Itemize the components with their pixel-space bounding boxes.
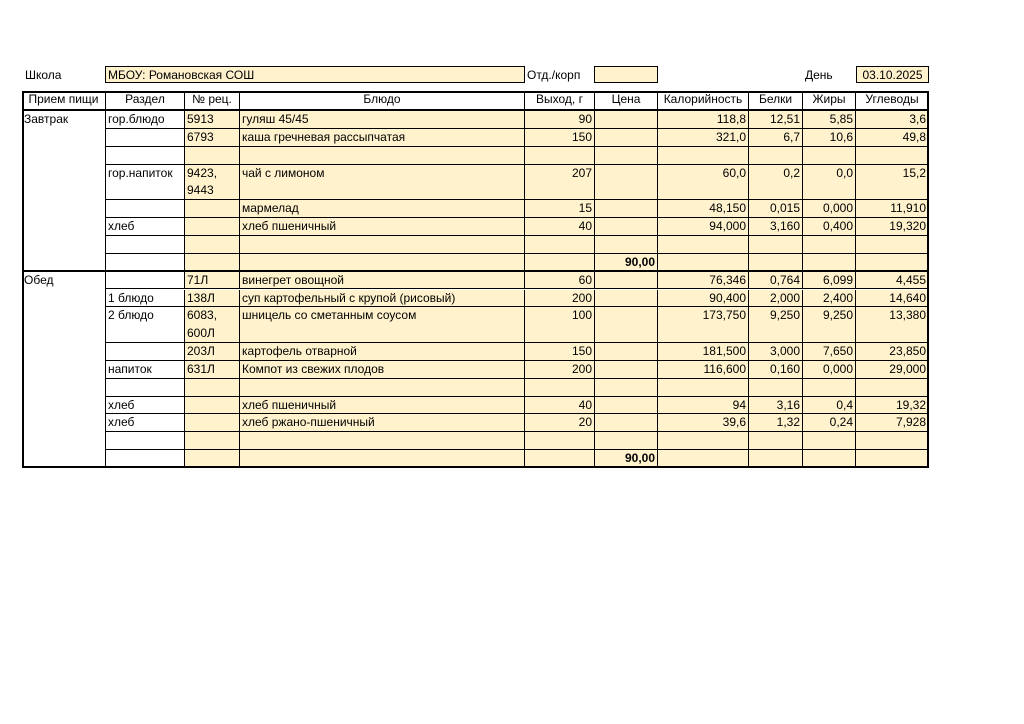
column-header: Блюдо — [240, 91, 525, 111]
dish-cell[interactable]: гуляш 45/45 — [240, 111, 525, 129]
school-label: Школа — [25, 68, 62, 82]
carbs-cell[interactable]: 14,640 — [856, 290, 929, 308]
protein-cell[interactable] — [749, 147, 803, 165]
section-cell[interactable] — [106, 236, 185, 254]
date-field[interactable]: 03.10.2025 — [856, 66, 929, 83]
carbs-cell[interactable]: 4,455 — [856, 272, 929, 290]
school-name-field[interactable]: МБОУ: Романовская СОШ — [105, 66, 525, 83]
section-cell[interactable]: хлеб — [106, 397, 185, 415]
dish-cell[interactable] — [240, 147, 525, 165]
menu-table — [22, 91, 929, 468]
yield-cell[interactable]: 150 — [525, 343, 595, 361]
section-cell[interactable] — [106, 147, 185, 165]
recipe-cell[interactable]: 5913 — [185, 111, 240, 129]
section-cell[interactable]: гор.блюдо — [106, 111, 185, 129]
kcal-cell[interactable] — [658, 236, 749, 254]
price-cell[interactable] — [595, 432, 658, 450]
dish-cell[interactable]: винегрет овощной — [240, 272, 525, 290]
fat-cell[interactable]: 0,0 — [803, 165, 856, 201]
price-cell[interactable] — [595, 414, 658, 432]
price-cell[interactable] — [595, 307, 658, 343]
kcal-cell[interactable]: 76,346 — [658, 272, 749, 290]
yield-cell[interactable] — [525, 147, 595, 165]
price-cell[interactable] — [595, 397, 658, 415]
price-cell[interactable] — [595, 343, 658, 361]
meal-divider — [22, 270, 929, 272]
fat-cell[interactable]: 0,000 — [803, 200, 856, 218]
section-cell[interactable]: 1 блюдо — [106, 290, 185, 308]
kcal-cell[interactable] — [658, 379, 749, 397]
carbs-cell[interactable] — [856, 450, 929, 468]
column-header: Выход, г — [525, 91, 595, 111]
column-header: Белки — [749, 91, 803, 111]
fat-cell[interactable]: 10,6 — [803, 129, 856, 147]
protein-cell[interactable]: 0,015 — [749, 200, 803, 218]
column-header: Раздел — [106, 91, 185, 111]
yield-cell[interactable]: 150 — [525, 129, 595, 147]
fat-cell[interactable] — [803, 236, 856, 254]
price-cell[interactable] — [595, 361, 658, 379]
recipe-cell[interactable] — [185, 218, 240, 236]
recipe-cell[interactable] — [185, 397, 240, 415]
dish-cell[interactable]: каша гречневая рассыпчатая — [240, 129, 525, 147]
protein-cell[interactable]: 3,16 — [749, 397, 803, 415]
yield-cell[interactable]: 90 — [525, 111, 595, 129]
carbs-cell[interactable]: 19,320 — [856, 218, 929, 236]
dish-cell[interactable]: хлеб пшеничный — [240, 218, 525, 236]
carbs-cell[interactable]: 13,380 — [856, 307, 929, 343]
protein-cell[interactable]: 12,51 — [749, 111, 803, 129]
protein-cell[interactable]: 9,250 — [749, 307, 803, 343]
recipe-cell[interactable]: 631Л — [185, 361, 240, 379]
protein-cell[interactable]: 1,32 — [749, 414, 803, 432]
recipe-cell[interactable] — [185, 432, 240, 450]
recipe-cell[interactable] — [185, 236, 240, 254]
carbs-cell[interactable]: 3,6 — [856, 111, 929, 129]
yield-cell[interactable] — [525, 432, 595, 450]
yield-cell[interactable]: 15 — [525, 200, 595, 218]
kcal-cell[interactable]: 116,600 — [658, 361, 749, 379]
carbs-cell[interactable] — [856, 432, 929, 450]
fat-cell[interactable] — [803, 450, 856, 468]
recipe-cell[interactable] — [185, 200, 240, 218]
kcal-cell[interactable] — [658, 147, 749, 165]
kcal-cell[interactable] — [658, 432, 749, 450]
price-cell[interactable] — [595, 218, 658, 236]
yield-cell[interactable]: 20 — [525, 414, 595, 432]
yield-cell[interactable]: 200 — [525, 361, 595, 379]
kcal-cell[interactable]: 173,750 — [658, 307, 749, 343]
section-cell[interactable] — [106, 432, 185, 450]
price-cell[interactable] — [595, 290, 658, 308]
fat-cell[interactable]: 0,000 — [803, 361, 856, 379]
yield-cell[interactable] — [525, 450, 595, 468]
header-divider — [22, 109, 929, 111]
protein-cell[interactable]: 3,160 — [749, 218, 803, 236]
dish-cell[interactable] — [240, 432, 525, 450]
carbs-cell[interactable] — [856, 379, 929, 397]
fat-cell[interactable] — [803, 432, 856, 450]
column-header: Углеводы — [856, 91, 929, 111]
protein-cell[interactable]: 0,160 — [749, 361, 803, 379]
section-cell[interactable] — [106, 272, 185, 290]
price-cell[interactable] — [595, 379, 658, 397]
column-header: Жиры — [803, 91, 856, 111]
carbs-cell[interactable] — [856, 236, 929, 254]
carbs-cell[interactable]: 11,910 — [856, 200, 929, 218]
section-cell[interactable]: 2 блюдо — [106, 307, 185, 343]
dish-cell[interactable]: картофель отварной — [240, 343, 525, 361]
carbs-cell[interactable]: 29,000 — [856, 361, 929, 379]
day-label: День — [805, 68, 833, 82]
kcal-cell[interactable]: 94,000 — [658, 218, 749, 236]
yield-cell[interactable] — [525, 236, 595, 254]
fat-cell[interactable] — [803, 379, 856, 397]
fat-cell[interactable] — [803, 147, 856, 165]
protein-cell[interactable]: 3,000 — [749, 343, 803, 361]
fat-cell[interactable]: 5,85 — [803, 111, 856, 129]
fat-cell[interactable]: 0,4 — [803, 397, 856, 415]
carbs-cell[interactable]: 23,850 — [856, 343, 929, 361]
carbs-cell[interactable]: 15,2 — [856, 165, 929, 201]
recipe-cell[interactable]: 6793 — [185, 129, 240, 147]
recipe-cell[interactable] — [185, 379, 240, 397]
protein-cell[interactable]: 6,7 — [749, 129, 803, 147]
recipe-cell[interactable] — [185, 147, 240, 165]
dept-field[interactable] — [594, 66, 658, 83]
section-cell[interactable] — [106, 343, 185, 361]
column-header: Прием пищи — [22, 91, 106, 111]
dish-cell[interactable]: шницель со сметанным соусом — [240, 307, 525, 343]
protein-cell[interactable] — [749, 379, 803, 397]
dish-cell[interactable]: суп картофельный с крупой (рисовый) — [240, 290, 525, 308]
kcal-cell[interactable]: 39,6 — [658, 414, 749, 432]
kcal-cell[interactable]: 48,150 — [658, 200, 749, 218]
price-cell[interactable] — [595, 236, 658, 254]
fat-cell[interactable]: 2,400 — [803, 290, 856, 308]
fat-cell[interactable] — [803, 254, 856, 272]
dish-cell[interactable] — [240, 254, 525, 272]
yield-cell[interactable] — [525, 379, 595, 397]
carbs-cell[interactable]: 49,8 — [856, 129, 929, 147]
section-cell[interactable] — [106, 254, 185, 272]
kcal-cell[interactable]: 321,0 — [658, 129, 749, 147]
dish-cell[interactable]: Компот из свежих плодов — [240, 361, 525, 379]
kcal-cell[interactable]: 60,0 — [658, 165, 749, 201]
recipe-cell[interactable] — [185, 414, 240, 432]
section-cell[interactable] — [106, 129, 185, 147]
price-cell[interactable]: 90,00 — [595, 450, 658, 468]
section-cell[interactable]: гор.напиток — [106, 165, 185, 201]
section-cell[interactable] — [106, 200, 185, 218]
recipe-cell[interactable]: 71Л — [185, 272, 240, 290]
protein-cell[interactable]: 0,764 — [749, 272, 803, 290]
yield-cell[interactable]: 60 — [525, 272, 595, 290]
recipe-cell[interactable] — [185, 450, 240, 468]
dept-label: Отд./корп — [527, 68, 581, 82]
dish-cell[interactable] — [240, 379, 525, 397]
section-cell[interactable]: напиток — [106, 361, 185, 379]
dish-cell[interactable] — [240, 450, 525, 468]
section-cell[interactable]: хлеб — [106, 414, 185, 432]
protein-cell[interactable] — [749, 236, 803, 254]
meal-name-cell: Обед — [22, 272, 106, 468]
price-cell[interactable] — [595, 147, 658, 165]
fat-cell[interactable]: 9,250 — [803, 307, 856, 343]
dish-cell[interactable]: хлеб пшеничный — [240, 397, 525, 415]
protein-cell[interactable] — [749, 450, 803, 468]
price-cell[interactable]: 90,00 — [595, 254, 658, 272]
section-cell[interactable]: хлеб — [106, 218, 185, 236]
dish-cell[interactable]: мармелад — [240, 200, 525, 218]
fat-cell[interactable]: 6,099 — [803, 272, 856, 290]
recipe-cell[interactable]: 6083, 600Л — [185, 307, 240, 343]
recipe-cell[interactable]: 138Л — [185, 290, 240, 308]
fat-cell[interactable]: 0,24 — [803, 414, 856, 432]
dish-cell[interactable] — [240, 236, 525, 254]
recipe-cell[interactable]: 9423, 9443 — [185, 165, 240, 201]
carbs-cell[interactable] — [856, 254, 929, 272]
carbs-cell[interactable]: 7,928 — [856, 414, 929, 432]
section-cell[interactable] — [106, 450, 185, 468]
kcal-cell[interactable]: 94 — [658, 397, 749, 415]
protein-cell[interactable] — [749, 432, 803, 450]
kcal-cell[interactable] — [658, 450, 749, 468]
price-cell[interactable] — [595, 165, 658, 201]
yield-cell[interactable]: 100 — [525, 307, 595, 343]
kcal-cell[interactable]: 181,500 — [658, 343, 749, 361]
recipe-cell[interactable] — [185, 254, 240, 272]
protein-cell[interactable]: 0,2 — [749, 165, 803, 201]
price-cell[interactable] — [595, 111, 658, 129]
yield-cell[interactable]: 200 — [525, 290, 595, 308]
kcal-cell[interactable]: 118,8 — [658, 111, 749, 129]
carbs-cell[interactable]: 19,32 — [856, 397, 929, 415]
kcal-cell[interactable] — [658, 254, 749, 272]
dish-cell[interactable]: хлеб ржано-пшеничный — [240, 414, 525, 432]
fat-cell[interactable]: 7,650 — [803, 343, 856, 361]
recipe-cell[interactable]: 203Л — [185, 343, 240, 361]
yield-cell[interactable]: 40 — [525, 218, 595, 236]
yield-cell[interactable] — [525, 254, 595, 272]
carbs-cell[interactable] — [856, 147, 929, 165]
yield-cell[interactable]: 207 — [525, 165, 595, 201]
protein-cell[interactable] — [749, 254, 803, 272]
column-header: Калорийность — [658, 91, 749, 111]
section-cell[interactable] — [106, 379, 185, 397]
dish-cell[interactable]: чай с лимоном — [240, 165, 525, 201]
price-cell[interactable] — [595, 272, 658, 290]
meal-name-cell: Завтрак — [22, 111, 106, 272]
yield-cell[interactable]: 40 — [525, 397, 595, 415]
fat-cell[interactable]: 0,400 — [803, 218, 856, 236]
price-cell[interactable] — [595, 129, 658, 147]
column-header: № рец. — [185, 91, 240, 111]
kcal-cell[interactable]: 90,400 — [658, 290, 749, 308]
price-cell[interactable] — [595, 200, 658, 218]
protein-cell[interactable]: 2,000 — [749, 290, 803, 308]
column-header: Цена — [595, 91, 658, 111]
